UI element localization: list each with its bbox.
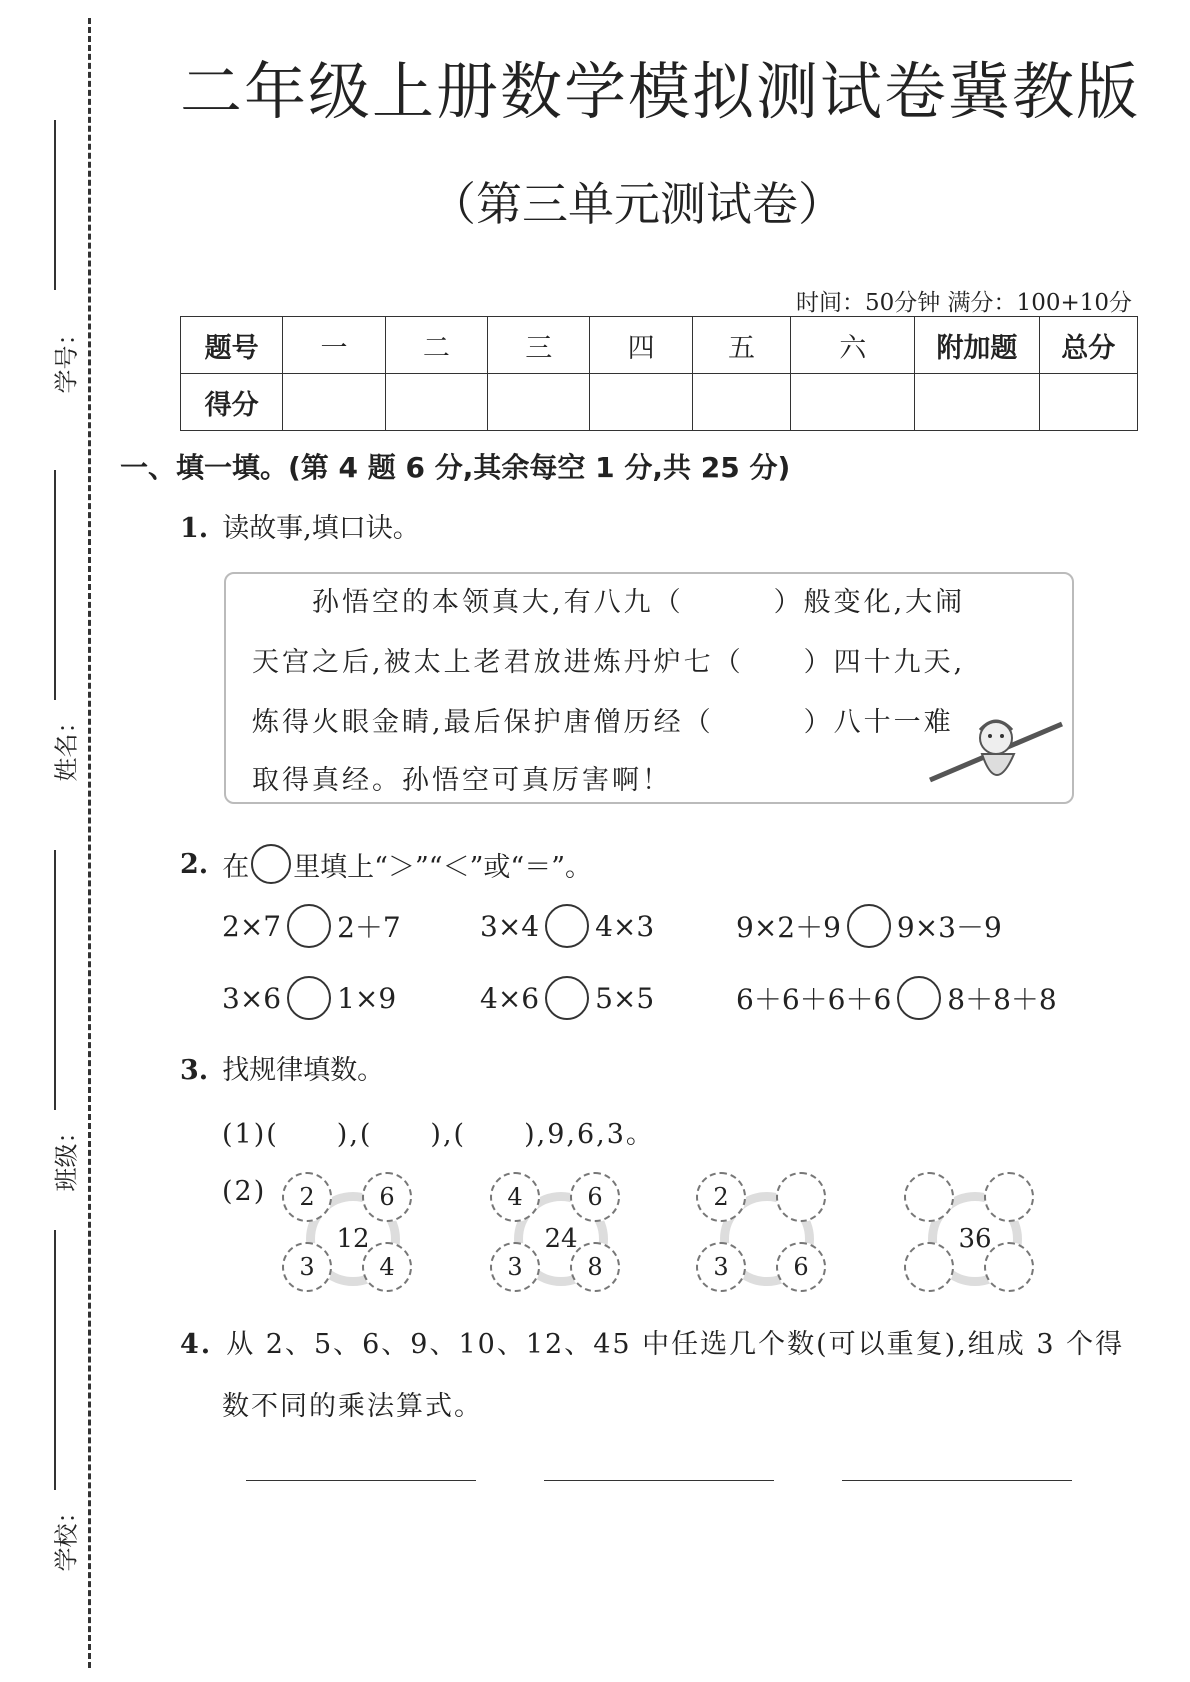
compare-right: 4×3 <box>595 909 655 943</box>
compare-left: 4×6 <box>480 981 540 1015</box>
compare-left: 2×7 <box>222 909 282 943</box>
answer-line[interactable] <box>246 1480 476 1481</box>
circle-icon <box>251 844 291 884</box>
number-flower <box>282 1172 414 1294</box>
score-input-cell[interactable] <box>590 374 692 431</box>
compare-item <box>480 904 654 948</box>
question-2 <box>180 844 592 884</box>
question-number: 2. <box>180 848 209 880</box>
section-title: 一、填一填。(第 4 题 6 分,其余每空 1 分,共 25 分) <box>120 451 791 484</box>
flower-petal: 6 <box>362 1172 412 1222</box>
compare-right: 2＋7 <box>337 911 401 944</box>
score-header-cell: 五 <box>692 317 790 374</box>
question-1 <box>180 506 420 545</box>
name-label: 姓名： <box>52 709 81 782</box>
student-id-label: 学号： <box>52 321 81 394</box>
school-line <box>54 1230 56 1490</box>
compare-left: 6＋6＋6＋6 <box>736 983 892 1016</box>
compare-item <box>736 976 1057 1020</box>
question-4 <box>180 1322 1124 1361</box>
answer-line[interactable] <box>544 1480 774 1481</box>
question-text: 里填上“＞”“＜”或“＝”。 <box>293 851 593 883</box>
question-number: 1. <box>180 513 209 544</box>
question-number: 3. <box>180 1055 209 1086</box>
compare-left: 3×6 <box>222 981 282 1015</box>
score-header-cell: 一 <box>283 317 385 374</box>
question-3 <box>180 1048 384 1087</box>
flower-center: 36 <box>928 1192 1022 1286</box>
score-header-cell: 附加题 <box>915 317 1039 374</box>
score-header-cell: 二 <box>385 317 487 374</box>
story-line: 天宫之后,被太上老君放进炼丹炉七（ ）四十九天, <box>252 647 966 678</box>
class-label: 班级： <box>52 1119 81 1192</box>
story-box <box>224 572 1074 804</box>
flower-petal: 3 <box>696 1242 746 1292</box>
score-input-cell[interactable] <box>692 374 790 431</box>
flower-petal: 3 <box>490 1242 540 1292</box>
compare-item <box>222 904 401 948</box>
compare-item <box>736 904 1002 948</box>
score-input-cell[interactable] <box>385 374 487 431</box>
score-input-cell[interactable] <box>488 374 590 431</box>
school-label: 学校： <box>52 1499 81 1572</box>
flower-petal-blank[interactable] <box>984 1172 1034 1222</box>
score-header-cell: 四 <box>590 317 692 374</box>
question-text: 从 2、5、6、9、10、12、45 中任选几个数(可以重复),组成 3 个得 <box>226 1329 1125 1360</box>
flower-petal: 8 <box>570 1242 620 1292</box>
answer-circle[interactable] <box>545 976 589 1020</box>
number-flower <box>490 1172 622 1294</box>
number-flower <box>696 1172 828 1294</box>
flower-petal: 6 <box>570 1172 620 1222</box>
score-table <box>180 316 1138 431</box>
class-line <box>54 850 56 1110</box>
question-text: 读故事,填口诀。 <box>222 513 420 544</box>
monkey-king-illustration <box>926 704 1066 796</box>
score-row-label: 得分 <box>181 374 283 431</box>
flower-petal: 2 <box>282 1172 332 1222</box>
flower-petal: 3 <box>282 1242 332 1292</box>
score-input-cell[interactable] <box>1039 374 1137 431</box>
question-text: 在 <box>222 851 250 883</box>
flower-center: 24 <box>514 1192 608 1286</box>
score-input-cell[interactable] <box>283 374 385 431</box>
compare-right: 8＋8＋8 <box>947 983 1057 1016</box>
score-value-row <box>181 374 1138 431</box>
compare-left: 3×4 <box>480 909 540 943</box>
number-flower <box>904 1172 1036 1294</box>
student-id-line <box>54 120 56 290</box>
flower-petal: 2 <box>696 1172 746 1222</box>
flower-petal: 4 <box>490 1172 540 1222</box>
question-number: 4. <box>180 1329 213 1360</box>
story-line: 取得真经。孙悟空可真厉害啊！ <box>252 765 672 796</box>
answer-circle[interactable] <box>545 904 589 948</box>
compare-right: 5×5 <box>595 981 655 1015</box>
flower-petal-blank[interactable] <box>904 1172 954 1222</box>
answer-line[interactable] <box>842 1480 1072 1481</box>
compare-left: 9×2＋9 <box>736 911 841 944</box>
flower-center: 12 <box>306 1192 400 1286</box>
story-line: 孙悟空的本领真大,有八九（ ）般变化,大闹 <box>312 587 966 618</box>
flower-petal: 6 <box>776 1242 826 1292</box>
compare-right: 9×3－9 <box>896 911 1002 944</box>
flower-petal-blank[interactable] <box>984 1242 1034 1292</box>
page-subtitle: （第三单元测试卷） <box>430 177 844 231</box>
compare-right: 1×9 <box>337 981 397 1015</box>
answer-circle[interactable] <box>287 976 331 1020</box>
score-header-row <box>181 317 1138 374</box>
score-header-cell: 总分 <box>1039 317 1137 374</box>
answer-circle[interactable] <box>897 976 941 1020</box>
name-line <box>54 470 56 700</box>
time-info: 时间：50分钟 满分：100+10分 <box>795 290 1132 316</box>
part-label: (2) <box>222 1176 267 1207</box>
score-input-cell[interactable] <box>791 374 915 431</box>
score-header-cell: 六 <box>791 317 915 374</box>
flower-petal: 4 <box>362 1242 412 1292</box>
compare-item <box>480 976 654 1020</box>
score-input-cell[interactable] <box>915 374 1039 431</box>
flower-petal-blank[interactable] <box>776 1172 826 1222</box>
story-line: 炼得火眼金睛,最后保护唐僧历经（ ）八十一难 <box>252 707 954 738</box>
page-title: 二年级上册数学模拟测试卷冀教版 <box>180 55 1141 128</box>
question-text-continued: 数不同的乘法算式。 <box>222 1391 483 1422</box>
binding-dashed-line <box>88 18 91 1668</box>
score-header-cell: 题号 <box>181 317 283 374</box>
answer-circle[interactable] <box>287 904 331 948</box>
answer-circle[interactable] <box>847 904 891 948</box>
flower-petal-blank[interactable] <box>904 1242 954 1292</box>
compare-item <box>222 976 396 1020</box>
sequence-row: (1)( ),( ),( ),9,6,3。 <box>222 1119 655 1150</box>
score-header-cell: 三 <box>488 317 590 374</box>
question-text: 找规律填数。 <box>222 1055 385 1086</box>
